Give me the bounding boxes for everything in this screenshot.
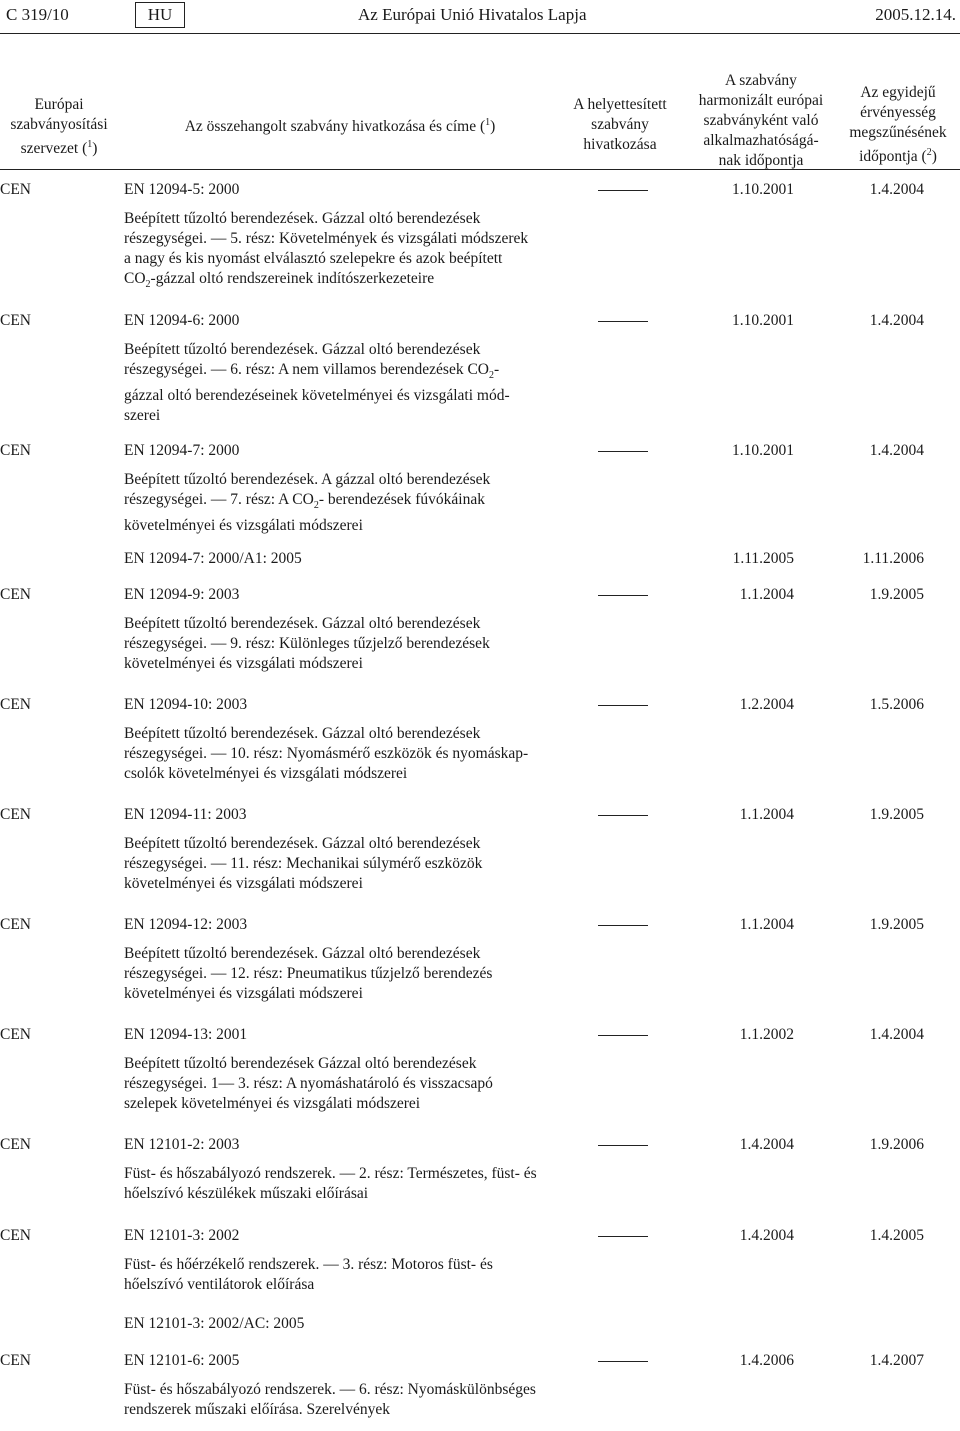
row-standard-ref: EN 12101-6: 2005 <box>124 1352 240 1369</box>
row-no-replacement-dash <box>598 1145 648 1146</box>
row-harmonized-date: 1.4.2004 <box>739 1136 794 1153</box>
row-expiry-date: 1.9.2005 <box>869 916 924 933</box>
row-standard-ref: EN 12094-10: 2003 <box>124 696 248 713</box>
row-standard-ref: EN 12094-11: 2003 <box>124 806 247 823</box>
row-standard-title: Füst- és hőérzékelő rendszerek. — 3. rész: Motoros füst- és hőelszívó ventilátorok előírása <box>124 1256 493 1293</box>
row-no-replacement-dash <box>598 815 648 816</box>
row-organisation: CEN <box>0 696 31 713</box>
row-harmonized-date: 1.10.2001 <box>732 181 794 198</box>
column-header-ref: Az összehangolt szabvány hivatkozása és címe ($^1$) <box>184 117 496 136</box>
header-rule <box>0 33 960 34</box>
row-standard-title: Beépített tűzoltó berendezések. Gázzal oltó berendezések részegységei. — 11. rész: Mechanikai súlymérő eszközök követelményei és vizsgálati módszerei <box>124 835 483 892</box>
row-no-replacement-dash <box>598 925 648 926</box>
page-header <box>0 0 960 42</box>
row-standard-ref: EN 12094-9: 2003 <box>124 586 240 603</box>
row-amendment-ref: EN 12101-3: 2002/AC: 2005 <box>124 1315 305 1332</box>
row-standard-title: Beépített tűzoltó berendezések. Gázzal oltó berendezések részegységei. — 6. rész: A nem villamos berendezések $CO_2-$ gázzal oltó berendezéseinek követelményei és vizsgálati mód- szerei <box>124 341 510 425</box>
row-harmonized-date: 1.10.2001 <box>732 312 794 329</box>
row-expiry-date: 1.4.2007 <box>869 1352 924 1369</box>
row-expiry-date: 1.9.2005 <box>869 586 924 603</box>
column-header-expiry: Az egyidejű érvényesség megszűnésének időpontja ($^2$) <box>849 84 947 166</box>
row-organisation: CEN <box>0 442 31 459</box>
page-reference: C 319/10 <box>6 5 69 24</box>
row-standard-title: Füst- és hőszabályozó rendszerek. — 6. rész: Nyomáskülönbséges rendszerek műszaki előírása. Szerelvények <box>124 1381 536 1418</box>
row-standard-ref: EN 12094-6: 2000 <box>124 312 240 329</box>
row-standard-title: Beépített tűzoltó berendezések. Gázzal oltó berendezések részegységei. — 5. rész: Követelmények és vizsgálati módszerek a nagy és kis nyomást elválasztó szelepekre és azok beépített $CO_2$-gázzal oltó rendszereinek indítószerkezeteire <box>124 210 529 291</box>
column-header-harmonized: A szabvány harmonizált európai szabványként való alkalmazhatóságá- nak időpontja <box>698 72 824 169</box>
row-organisation: CEN <box>0 1136 31 1153</box>
row-standard-ref: EN 12094-7: 2000 <box>124 442 240 459</box>
row-organisation: CEN <box>0 181 31 198</box>
row-standard-title: Beépített tűzoltó berendezések. A gázzal oltó berendezések részegységei. — 7. rész: A $CO_2-$ berendezések fúvókáinak követelményei és vizsgálati módszerei <box>124 471 491 535</box>
row-no-replacement-dash <box>598 1035 648 1036</box>
row-no-replacement-dash <box>598 1236 648 1237</box>
row-expiry-date: 1.4.2004 <box>869 1026 924 1043</box>
row-standard-title: Beépített tűzoltó berendezések. Gázzal oltó berendezések részegységei. — 10. rész: Nyomásmérő eszközök és nyomáskap- csolók követelményei és vizsgálati módszerei <box>124 725 529 782</box>
row-standard-ref: EN 12094-12: 2003 <box>124 916 248 933</box>
row-harmonized-date: 1.2.2004 <box>739 696 794 713</box>
row-no-replacement-dash <box>598 190 648 191</box>
row-no-replacement-dash <box>598 705 648 706</box>
row-standard-title: Beépített tűzoltó berendezések. Gázzal oltó berendezések részegységei. — 12. rész: Pneumatikus tűzjelző berendezés követelményei és vizsgálati módszerei <box>124 945 493 1002</box>
row-no-replacement-dash <box>598 595 648 596</box>
row-harmonized-date: 1.4.2006 <box>739 1352 794 1369</box>
row-organisation: CEN <box>0 1026 31 1043</box>
row-expiry-date: 1.4.2005 <box>869 1227 924 1244</box>
table-header-rule <box>0 169 960 170</box>
row-harmonized-date: 1.4.2004 <box>739 1227 794 1244</box>
language-badge: HU <box>135 2 185 28</box>
column-header-replaced: A helyettesített szabvány hivatkozása <box>573 96 667 153</box>
row-no-replacement-dash <box>598 451 648 452</box>
row-expiry-date: 1.5.2006 <box>869 696 924 713</box>
row-no-replacement-dash <box>598 1361 648 1362</box>
row-organisation: CEN <box>0 586 31 603</box>
row-harmonized-date: 1.1.2002 <box>739 1026 794 1043</box>
row-harmonized-date: 1.1.2004 <box>739 806 794 823</box>
issue-date: 2005.12.14. <box>875 5 956 24</box>
column-header-org: Európai szabványosítási szervezet ($^1$) <box>10 96 108 158</box>
row-harmonized-date: 1.1.2004 <box>739 586 794 603</box>
row-amendment-expiry-date: 1.11.2006 <box>862 550 924 567</box>
row-expiry-date: 1.4.2004 <box>869 442 924 459</box>
row-standard-title: Füst- és hőszabályozó rendszerek. — 2. rész: Természetes, füst- és hőelszívó készülékek műszaki előírásai <box>124 1165 537 1202</box>
row-standard-ref: EN 12101-2: 2003 <box>124 1136 240 1153</box>
journal-title: Az Európai Unió Hivatalos Lapja <box>358 5 587 24</box>
row-expiry-date: 1.4.2004 <box>869 312 924 329</box>
row-expiry-date: 1.9.2006 <box>869 1136 924 1153</box>
row-amendment-ref: EN 12094-7: 2000/A1: 2005 <box>124 550 302 567</box>
row-standard-title: Beépített tűzoltó berendezések Gázzal oltó berendezések részegységei. 1— 3. rész: A nyomáshatároló és visszacsapó szelepek követelményei és vizsgálati módszerei <box>124 1055 493 1112</box>
row-standard-ref: EN 12101-3: 2002 <box>124 1227 240 1244</box>
row-harmonized-date: 1.1.2004 <box>739 916 794 933</box>
row-standard-ref: EN 12094-13: 2001 <box>124 1026 248 1043</box>
row-no-replacement-dash <box>598 321 648 322</box>
row-standard-title: Beépített tűzoltó berendezések. Gázzal oltó berendezések részegységei. — 9. rész: Különleges tűzjelző berendezések követelményei és vizsgálati módszerei <box>124 615 490 672</box>
row-organisation: CEN <box>0 806 31 823</box>
row-organisation: CEN <box>0 1352 31 1369</box>
row-organisation: CEN <box>0 1227 31 1244</box>
row-harmonized-date: 1.10.2001 <box>732 442 794 459</box>
row-organisation: CEN <box>0 312 31 329</box>
row-organisation: CEN <box>0 916 31 933</box>
row-expiry-date: 1.9.2005 <box>869 806 924 823</box>
row-standard-ref: EN 12094-5: 2000 <box>124 181 240 198</box>
row-amendment-harmonized-date: 1.11.2005 <box>732 550 794 567</box>
row-expiry-date: 1.4.2004 <box>869 181 924 198</box>
